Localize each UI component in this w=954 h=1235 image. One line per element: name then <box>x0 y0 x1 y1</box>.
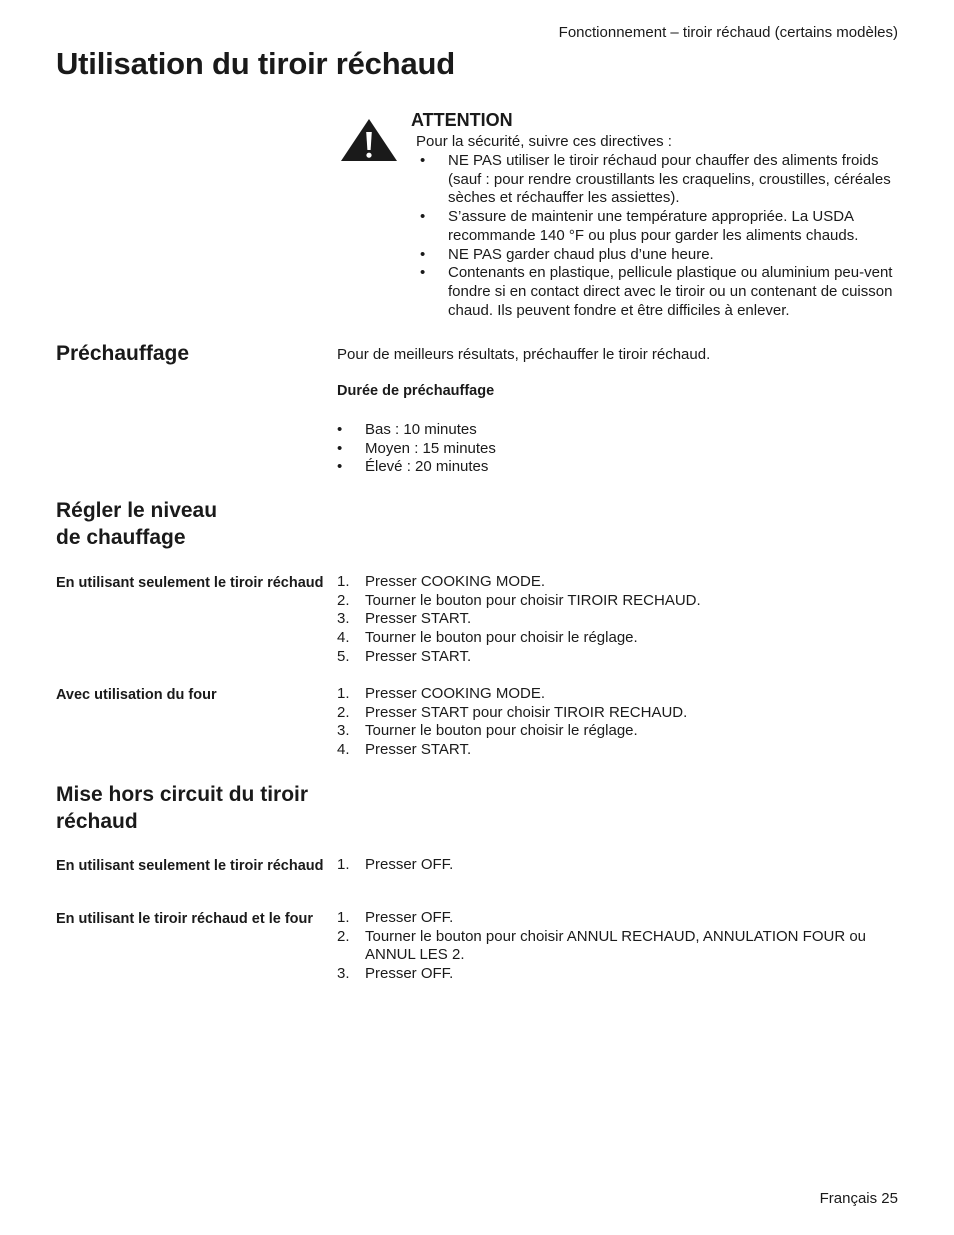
step-text: Presser OFF. <box>365 856 454 873</box>
turn-off-drawer-and-oven-steps <box>337 909 897 984</box>
attention-title: ATTENTION <box>411 110 513 130</box>
attention-list <box>420 152 898 320</box>
set-level-drawer-only-steps <box>337 573 897 667</box>
page-number: Français 25 <box>819 1190 898 1207</box>
step-number: 5. <box>337 647 350 665</box>
step-text: Presser START. <box>365 610 472 628</box>
preheat-duration-list <box>337 421 897 477</box>
step-number: 1. <box>337 685 350 702</box>
duration-item: • Élevé : 20 minutes <box>337 458 897 477</box>
step-item <box>337 573 897 592</box>
preheat-heading: Préchauffage <box>56 342 190 365</box>
turn-off-drawer-only-steps <box>337 856 897 875</box>
turn-off-drawer-only-label: En utilisant seulement le tiroir réchaud <box>56 858 324 874</box>
running-header: Fonctionnement – tiroir réchaud (certains modèles) <box>558 24 898 41</box>
step-text: Presser OFF. <box>365 909 454 926</box>
step-text: Tourner le bouton pour choisir ANNUL RECHAUD, ANNULATION FOUR ou ANNUL LES 2. <box>365 927 867 964</box>
step-number: 2. <box>337 703 350 721</box>
step-item <box>337 685 897 704</box>
step-number: 4. <box>337 629 350 647</box>
preheat-text: Pour de meilleurs résultats, préchauffer le tiroir réchaud. <box>337 346 711 363</box>
step-number: 2. <box>337 591 350 609</box>
attention-intro: Pour la sécurité, suivre ces directives : <box>416 133 672 150</box>
turn-off-heading-line1: Mise hors circuit du tiroir <box>56 783 309 806</box>
step-item <box>337 629 897 648</box>
step-item <box>337 909 897 928</box>
attention-item: • Contenants en plastique, pellicule plastique ou aluminium peu-vent fondre si en contact direct avec le tiroir ou un contenant de cuisson chaud. Ils peuvent fondre et être difficiles à enlever. <box>420 264 898 320</box>
step-number: 3. <box>337 965 350 983</box>
attention-item: • NE PAS garder chaud plus d’une heure. <box>420 246 898 265</box>
step-text: Tourner le bouton pour choisir le réglage. <box>365 722 638 740</box>
step-item <box>337 704 897 723</box>
step-number: 1. <box>337 573 350 590</box>
step-number: 3. <box>337 722 350 740</box>
step-number: 3. <box>337 610 350 628</box>
step-number: 1. <box>337 856 350 873</box>
warning-triangle-icon <box>340 118 398 162</box>
set-level-heading-line1: Régler le niveau <box>56 499 218 522</box>
turn-off-heading-line2: réchaud <box>56 810 138 833</box>
step-item <box>337 856 897 875</box>
set-level-with-oven-steps <box>337 685 897 760</box>
step-text: Presser START. <box>365 741 472 759</box>
step-text: Presser OFF. <box>365 965 454 983</box>
step-item <box>337 722 897 741</box>
step-number: 4. <box>337 741 350 759</box>
set-level-heading-line2: de chauffage <box>56 526 186 549</box>
set-level-heading <box>56 497 217 551</box>
attention-item: • NE PAS utiliser le tiroir réchaud pour chauffer des aliments froids (sauf : pour rendre croustillants les craquelins, croustilles, céréales sèches et réchauffer les assiettes). <box>420 152 898 208</box>
step-text: Tourner le bouton pour choisir le réglage. <box>365 629 638 647</box>
step-text: Presser COOKING MODE. <box>365 685 546 702</box>
step-text: Presser COOKING MODE. <box>365 573 546 590</box>
step-number: 1. <box>337 909 350 926</box>
page-title: Utilisation du tiroir réchaud <box>56 46 455 81</box>
duration-item: • Bas : 10 minutes <box>337 421 897 440</box>
step-item <box>337 965 897 984</box>
step-item <box>337 928 897 965</box>
step-text: Presser START. <box>365 647 472 665</box>
step-text: Tourner le bouton pour choisir TIROIR RECHAUD. <box>365 591 701 609</box>
step-number: 2. <box>337 927 350 945</box>
attention-item: • S’assure de maintenir une température appropriée. La USDA recommande 140 °F ou plus pour garder les aliments chauds. <box>420 208 898 245</box>
turn-off-heading <box>56 781 308 835</box>
step-item <box>337 610 897 629</box>
preheat-duration-heading: Durée de préchauffage <box>337 383 495 399</box>
set-level-drawer-only-label: En utilisant seulement le tiroir réchaud <box>56 575 324 591</box>
step-item <box>337 648 897 667</box>
turn-off-drawer-and-oven-label: En utilisant le tiroir réchaud et le four <box>56 911 314 927</box>
set-level-with-oven-label: Avec utilisation du four <box>56 687 217 703</box>
step-item <box>337 741 897 760</box>
step-text: Presser START pour choisir TIROIR RECHAUD. <box>365 703 688 721</box>
duration-item: • Moyen : 15 minutes <box>337 440 897 459</box>
step-item <box>337 592 897 611</box>
